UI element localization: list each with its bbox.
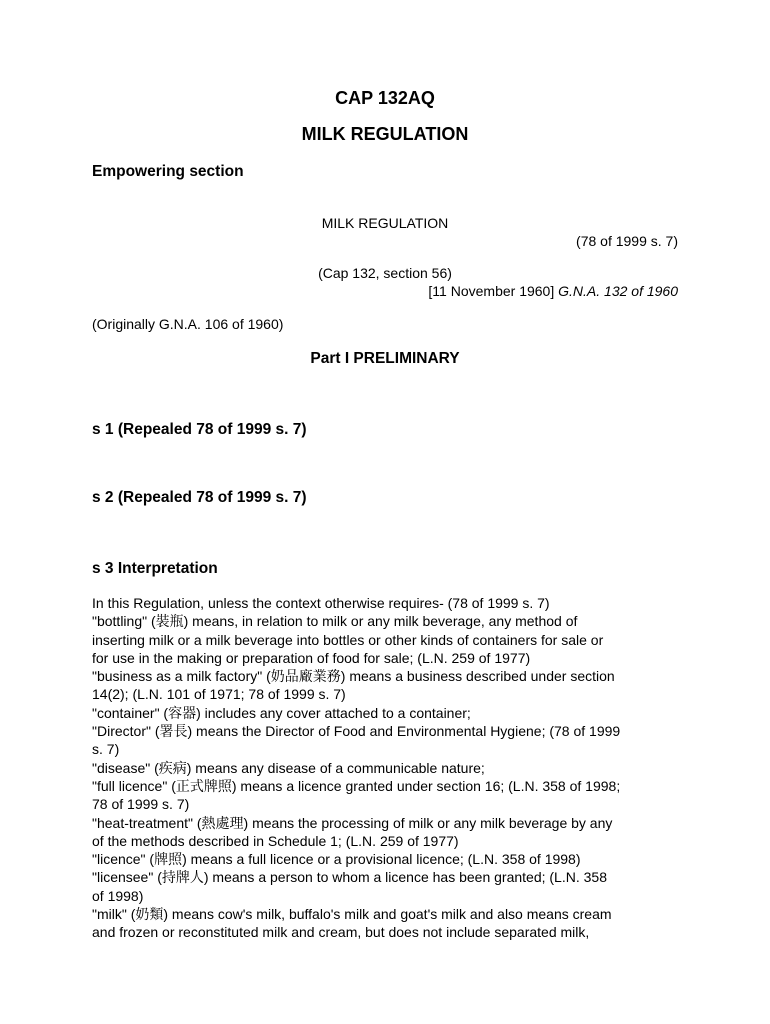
text-line: "Director" (署長) means the Director of Food and Environmental Hygiene; (78 of 1999 [92,723,621,740]
document-title: MILK REGULATION [301,124,469,144]
empowering-section-heading: Empowering section [92,163,244,180]
text-line: In this Regulation, unless the context otherwise requires- (78 of 1999 s. 7) [92,595,550,611]
cap-section-reference: (Cap 132, section 56) [318,265,452,281]
text-line: "licensee" (持牌人) means a person to whom a licence has been granted; (L.N. 358 [92,869,607,886]
text-line: of the methods described in Schedule 1; (L.N. 259 of 1977) [92,832,459,849]
section-2-heading: s 2 (Repealed 78 of 1999 s. 7) [92,489,307,506]
text-line: "business as a milk factory" (奶品廠業務) means a business described under section [92,668,615,685]
regulation-name: MILK REGULATION [321,215,449,231]
text-line: "milk" (奶類) means cow's milk, buffalo's milk and goat's milk and also means cream [92,906,612,923]
text-line: of 1998) [92,887,144,904]
cap-number: CAP 132AQ [335,88,435,108]
text-line: 14(2); (L.N. 101 of 1971; 78 of 1999 s. 7) [92,686,346,703]
gazette-reference: G.N.A. 132 of 1960 [558,283,678,299]
part-heading: Part I PRELIMINARY [310,350,460,367]
text-line: s. 7) [92,741,120,758]
originally-reference: (Originally G.N.A. 106 of 1960) [92,316,284,332]
commencement-date-text: [11 November 1960] [428,283,559,299]
text-line: for use in the making or preparation of food for sale; (L.N. 259 of 1977) [92,649,531,666]
interpretation-body [92,594,682,942]
amendment-reference: (78 of 1999 s. 7) [576,233,678,249]
text-line: "disease" (疾病) means any disease of a communicable nature; [92,759,485,776]
text-line: "bottling" (裝瓶) means, in relation to milk or any milk beverage, any method of [92,613,578,630]
text-line: "heat-treatment" (熱處理) means the processing of milk or any milk beverage by any [92,814,613,831]
text-line: and frozen or reconstituted milk and cream, but does not include separated milk, [92,924,590,941]
section-1-heading: s 1 (Repealed 78 of 1999 s. 7) [92,421,307,438]
commencement-date [428,283,678,299]
text-line: "full licence" (正式牌照) means a licence granted under section 16; (L.N. 358 of 1998; [92,777,621,794]
text-line: inserting milk or a milk beverage into bottles or other kinds of containers for sale or [92,631,604,648]
text-line: 78 of 1999 s. 7) [92,796,190,813]
text-line: "licence" (牌照) means a full licence or a provisional licence; (L.N. 358 of 1998) [92,851,581,868]
section-3-heading: s 3 Interpretation [92,560,218,577]
text-line: "container" (容器) includes any cover attached to a container; [92,704,471,721]
